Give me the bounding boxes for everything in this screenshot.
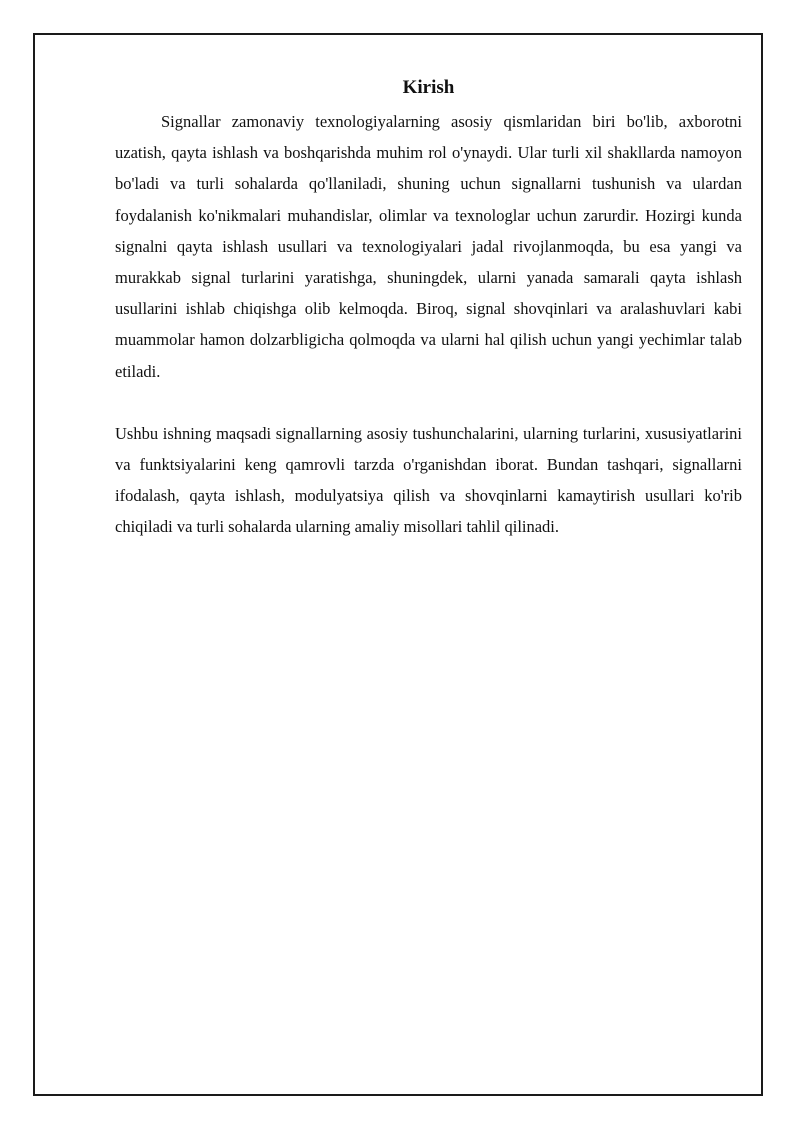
section-heading: Kirish	[402, 77, 455, 98]
purpose-paragraph: Ushbu ishning maqsadi signallarning asosiy tushunchalarini, ularning turlarini, xususiyatlarini va funktsiyalarini keng qamrovli tarzda o'rganishdan iborat. Bundan tashqari, signallarni ifodalash, qayta ishlash, modulyatsiya qilish va shovqinlarni kamaytirish usullari ko'rib chiqiladi va turli sohalarda ularning amaliy misollari tahlil qilinadi.	[115, 423, 742, 537]
intro-paragraph: Signallar zamonaviy texnologiyalarning asosiy qismlaridan biri bo'lib, axborotni uzatish, qayta ishlash va boshqarishda muhim rol o'ynaydi. Ular turli xil shakllarda namoyon bo'ladi va turli sohalarda qo'llaniladi, shuning uchun signallarni tushunish va ulardan foydalanish ko'nikmalari muhandislar, olimlar va texnologlar uchun zarurdir. Hozirgi kunda signalni qayta ishlash usullari va texnologiyalari jadal rivojlanmoqda, bu esa yangi va murakkab signal turlarini yaratishga, shuningdek, ularni yanada samarali qayta ishlash usullarini ishlab chiqishga olib kelmoqda. Biroq, signal shovqinlari va aralashuvlari kabi muammolar hamon dolzarbligicha qolmoqda va ularni hal qilish uchun yangi yechimlar talab etiladi.	[115, 112, 742, 381]
document-body	[115, 76, 742, 543]
paragraph-spacer	[115, 387, 742, 418]
